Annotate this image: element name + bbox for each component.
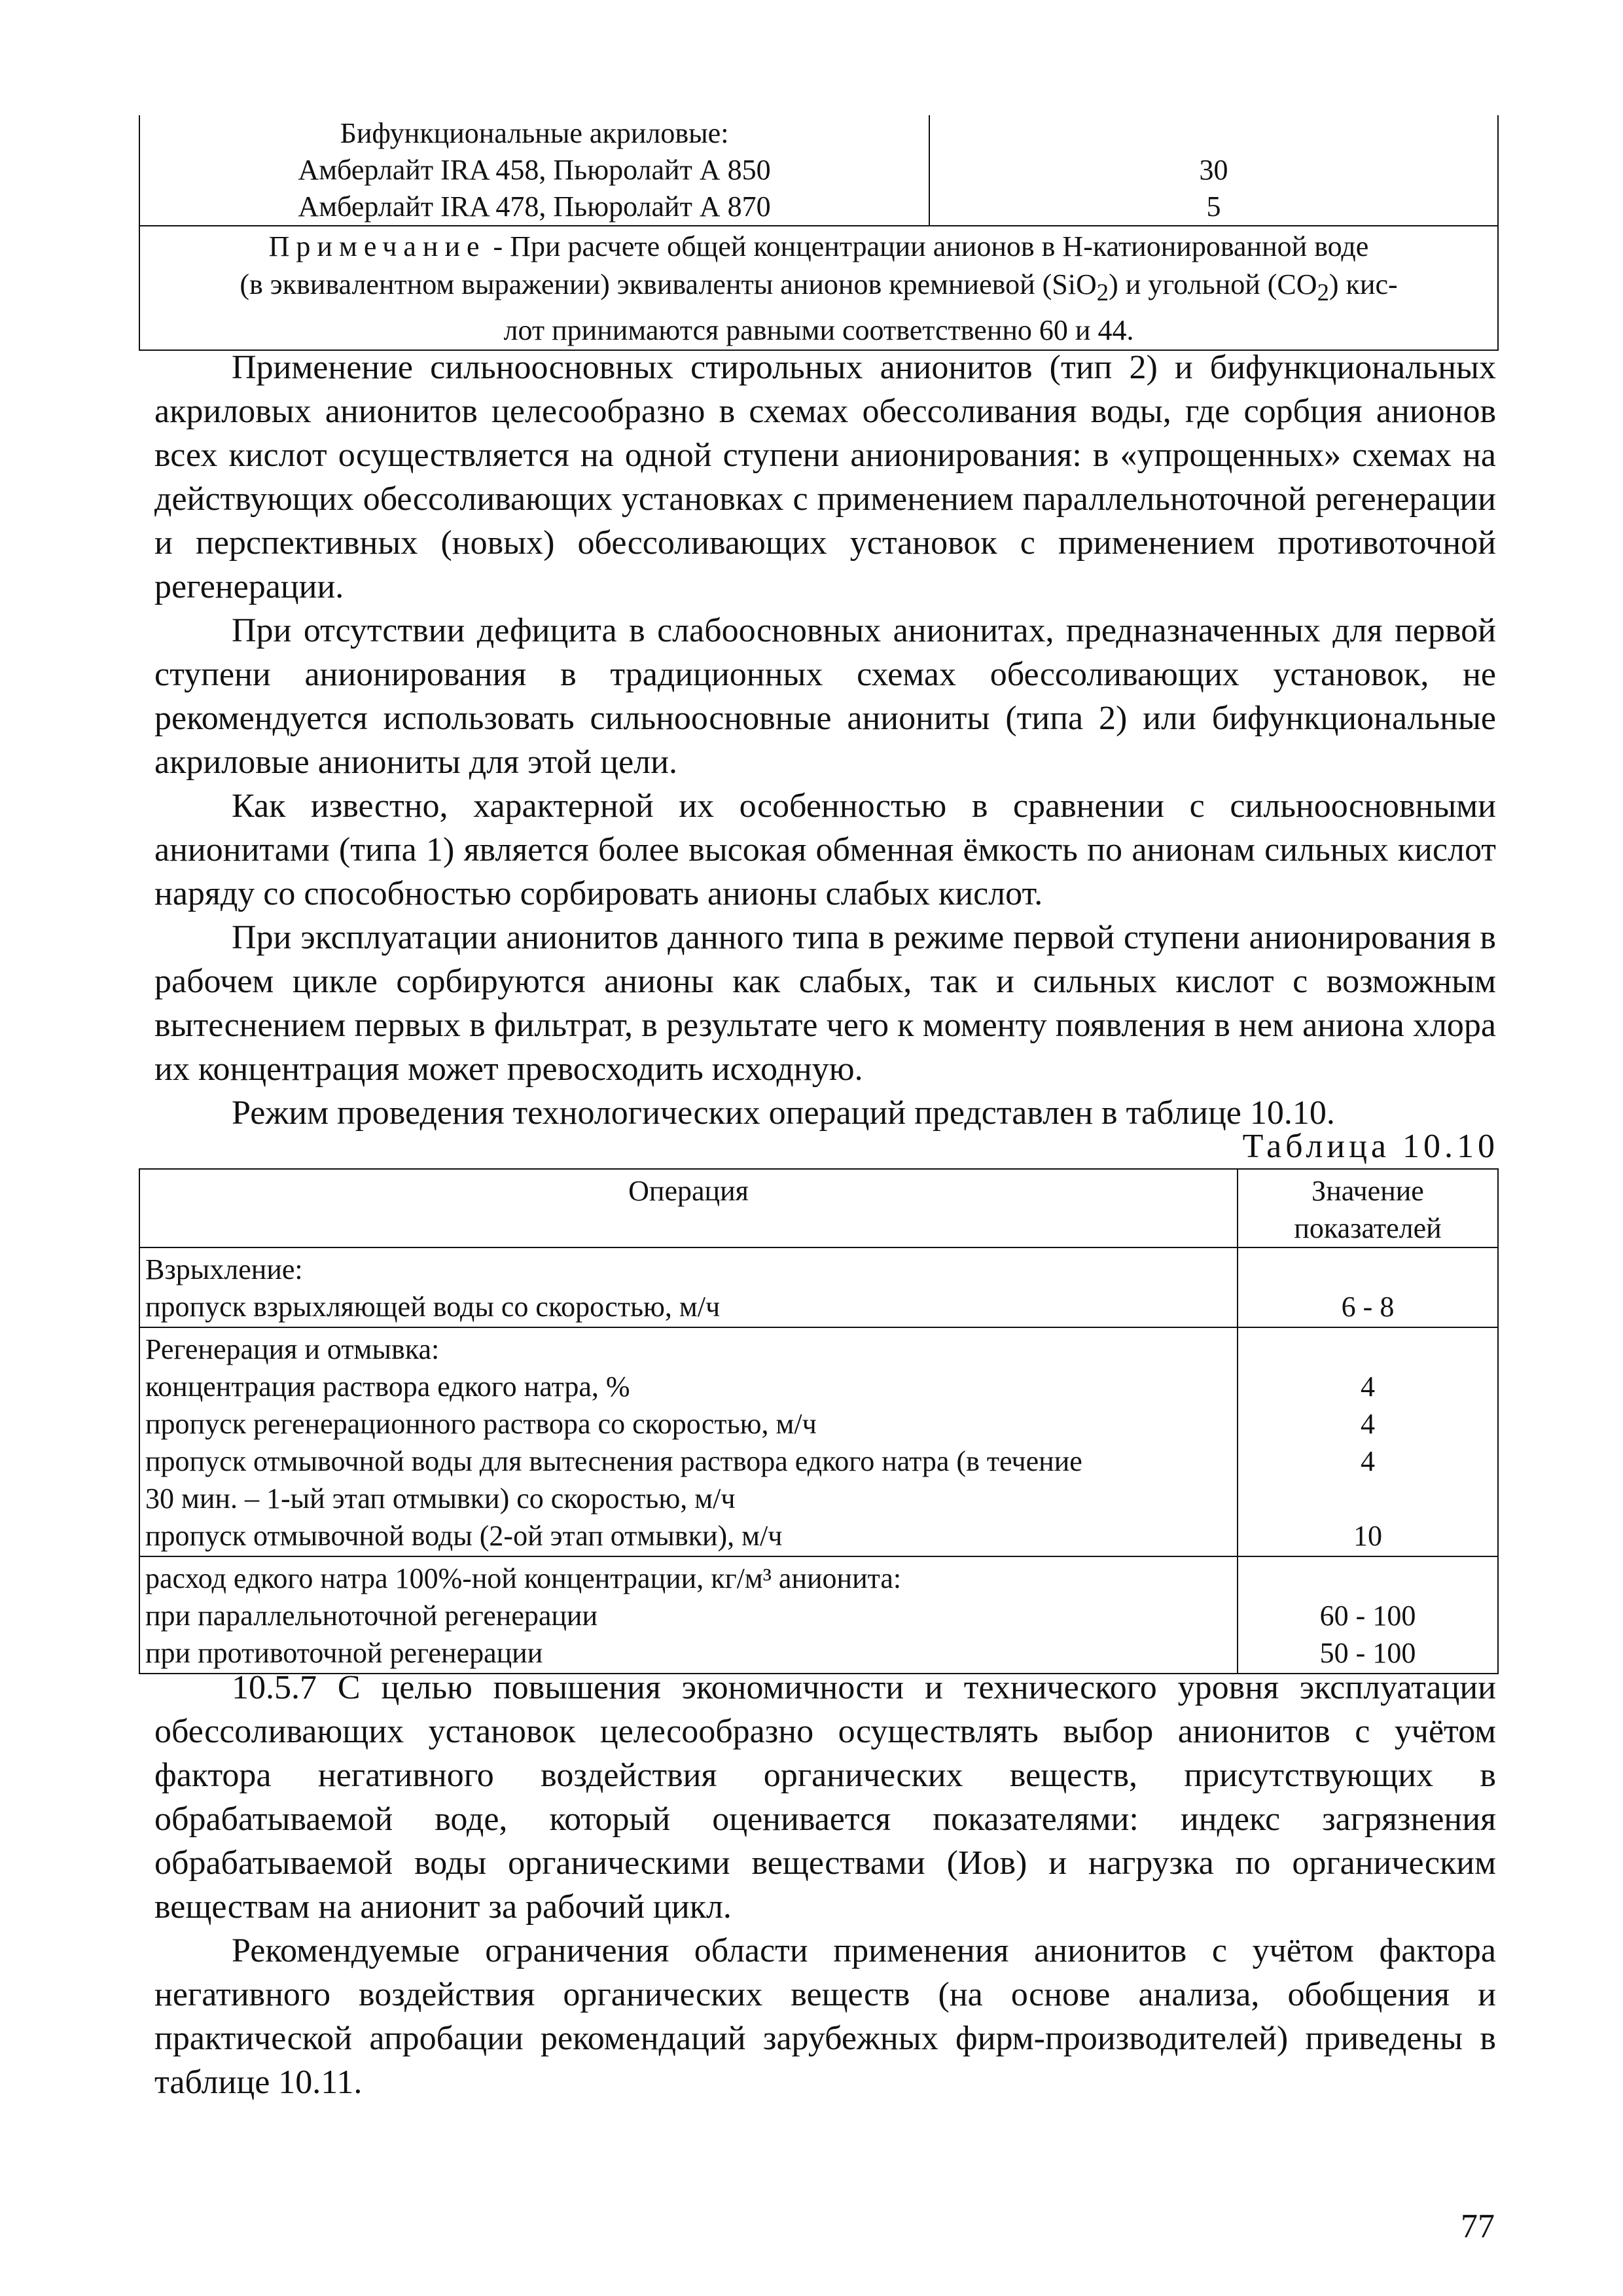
resin-value: 5 [1206, 190, 1221, 223]
continued-table [139, 115, 1499, 351]
operations-table [139, 1168, 1499, 1674]
value-line: 60 - 100 [1319, 1600, 1416, 1632]
group-label: Бифункциональные акриловые: [340, 117, 729, 149]
operation-line: 30 мин. – 1-ый этап отмывки) со скоростью, м/ч [145, 1482, 736, 1515]
operation-cell [139, 1247, 1238, 1327]
table-cell-value [929, 115, 1498, 226]
operation-line: пропуск регенерационного раствора со скоростью, м/ч [145, 1408, 817, 1440]
resin-name: Амберлайт IRA 458, Пьюролайт А 850 [298, 154, 771, 186]
subscript: 2 [1317, 278, 1329, 306]
operation-line: концентрация раствора едкого натра, % [145, 1371, 630, 1403]
operation-line: Регенерация и отмывка: [145, 1333, 440, 1365]
paragraph: При эксплуатации анионитов данного типа в режиме первой ступени анионирования в рабочем цикле сорбируются анионы как слабых, так и сильных кислот с возможным вытеснением первых в фильтрат, в результате чего к моменту появления в нем аниона хлора их концентрация может превосходить исходную. [154, 919, 1496, 1088]
subscript: 2 [1096, 278, 1109, 306]
value-line: 4 [1361, 1408, 1375, 1440]
operation-line: при параллельноточной регенерации [145, 1600, 598, 1632]
operation-line: Взрыхление: [145, 1253, 303, 1285]
operation-cell [139, 1556, 1238, 1674]
value-line: 10 [1353, 1520, 1382, 1552]
header-operation: Операция [139, 1169, 1238, 1247]
note-text: - При расчете общей концентрации анионов в Н-катионированной воде [493, 230, 1369, 262]
table-caption: Таблица 10.10 [1242, 1128, 1499, 1165]
paragraph: 10.5.7 С целью повышения экономичности и технического уровня эксплуатации обессоливающих установок целесообразно осуществлять выбор анионитов с учётом фактора негативного воздействия органических веществ, присутствующих в обрабатываемой воде, который оценивается показателями: индекс загрязнения обрабатываемой воды органическими веществами (Иов) и нагрузка по органическим веществам на анионит за рабочий цикл. [154, 1669, 1496, 1926]
value-cell [1238, 1327, 1498, 1556]
paragraph: Рекомендуемые ограничения области применения анионитов с учётом фактора негативного воздействия органических веществ (на основе анализа, обобщения и практической апробации рекомендаций зарубежных фирм-производителей) приведены в таблице 10.11. [154, 1932, 1496, 2101]
paragraph: При отсутствии дефицита в слабоосновных анионитах, предназначенных для первой ступени анионирования в традиционных схемах обессоливающих установок, не рекомендуется использовать сильноосновные аниониты (типа 2) или бифункциональные акриловые аниониты для этой цели. [154, 612, 1496, 781]
table-row [139, 1247, 1498, 1327]
value-line: 4 [1361, 1445, 1375, 1477]
note-label: Примечание [268, 230, 486, 262]
table-cell-name [139, 115, 929, 226]
table-row [139, 1556, 1498, 1674]
table-note [139, 226, 1498, 350]
page-number: 77 [1461, 2208, 1495, 2245]
resin-value: 30 [1199, 154, 1228, 186]
value-cell [1238, 1247, 1498, 1327]
note-text: ) кис- [1329, 268, 1398, 300]
operation-line: пропуск взрыхляющей воды со скоростью, м/ч [145, 1291, 721, 1323]
table-row [139, 1327, 1498, 1556]
value-cell [1238, 1556, 1498, 1674]
resin-name: Амберлайт IRA 478, Пьюролайт А 870 [298, 190, 771, 223]
operation-line: пропуск отмывочной воды для вытеснения раствора едкого натра (в течение [145, 1445, 1082, 1477]
operation-line: при противоточной регенерации [145, 1637, 543, 1669]
value-line: 6 - 8 [1341, 1291, 1395, 1323]
paragraph: Режим проведения технологических операций представлен в таблице 10.10. [232, 1094, 1335, 1132]
note-text: ) и угольной (CO [1109, 268, 1317, 300]
operation-cell [139, 1327, 1238, 1556]
note-text: лот принимаются равными соответственно 60 и 44. [503, 314, 1134, 346]
value-line: 50 - 100 [1319, 1637, 1416, 1669]
header-value: Значение показателей [1238, 1169, 1498, 1247]
body-text-2 [154, 1666, 1496, 2104]
paragraph: Как известно, характерной их особенностью в сравнении с сильноосновными анионитами (типа 1) является более высокая обменная ёмкость по анионам сильных кислот наряду со способностью сорбировать анионы слабых кислот. [154, 787, 1496, 912]
value-line: 4 [1361, 1371, 1375, 1403]
body-text-1 [154, 346, 1496, 1135]
operation-line: расход едкого натра 100%-ной концентрации, кг/м³ анионита: [145, 1562, 902, 1594]
note-text: (в эквивалентном выражении) эквиваленты анионов кремниевой (SiO [240, 268, 1097, 300]
operation-line: пропуск отмывочной воды (2-ой этап отмывки), м/ч [145, 1520, 783, 1552]
paragraph: Применение сильноосновных стирольных анионитов (тип 2) и бифункциональных акриловых анионитов целесообразно в схемах обессоливания воды, где сорбция анионов всех кислот осуществляется на одной ступени анионирования: в «упрощенных» схемах на действующих обессоливающих установках с применением параллельноточной регенерации и перспективных (новых) обессоливающих установок с применением противоточной регенерации. [154, 349, 1496, 605]
